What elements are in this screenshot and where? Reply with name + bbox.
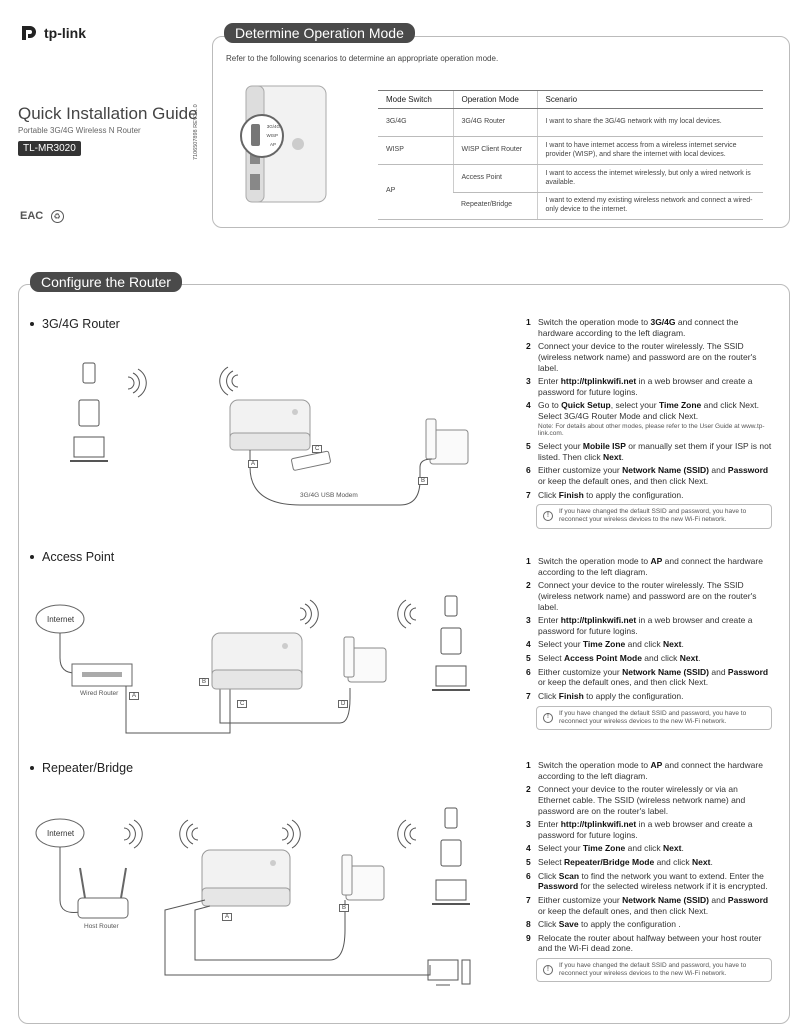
ap-tip: ! If you have changed the default SSID and password, you have to reconnect your wireless devices to the new Wi-Fi network. bbox=[536, 706, 772, 730]
cell-scenario: I want to extend my existing wireless network and connect a wired-only device to the internet. bbox=[537, 193, 763, 220]
power-adapter-icon bbox=[342, 855, 384, 900]
determine-title: Determine Operation Mode bbox=[224, 23, 415, 43]
wired-router-label: Wired Router bbox=[80, 690, 119, 697]
bullet-icon bbox=[30, 322, 34, 326]
list-item: 4 Go to Quick Setup, select your Time Zone and click Next. Select 3G/4G Router Mode and click Next. Note: For details about other modes, please refer to the User Guide at www.tp-link.com. bbox=[526, 400, 772, 438]
cell-switch: WISP bbox=[378, 137, 453, 165]
rep-steps bbox=[526, 760, 772, 982]
cell-switch: AP bbox=[378, 165, 453, 220]
port-label-b: B bbox=[339, 904, 349, 912]
guide-title: Quick Installation Guide bbox=[18, 104, 198, 123]
phone-icon bbox=[445, 808, 457, 828]
list-item: 5 Select Access Point Mode and click Next. bbox=[526, 653, 701, 663]
desktop-computer-icon bbox=[428, 960, 470, 985]
internet-label: Internet bbox=[47, 615, 75, 624]
eac-mark: EAC bbox=[20, 210, 44, 222]
list-item: 3 Enter http://tplinkwifi.net in a web browser and create a password for future logins. bbox=[526, 376, 753, 397]
switch-label-ap: AP bbox=[269, 142, 276, 147]
router-icon bbox=[202, 850, 290, 906]
tablet-icon bbox=[441, 840, 461, 866]
cell-scenario: I want to have internet access from a wireless internet service provider (WISP), and share the internet with local devices. bbox=[537, 137, 763, 165]
document-code: 7106507898 REV3.1.0 bbox=[193, 104, 199, 160]
internet-label: Internet bbox=[47, 829, 75, 838]
host-router-label: Host Router bbox=[84, 923, 119, 930]
list-item: 8 Click Save to apply the configuration . bbox=[526, 919, 681, 930]
power-adapter-icon bbox=[344, 637, 386, 682]
bullet-icon bbox=[30, 766, 34, 770]
list-item: 6 Click Scan to find the network you want to extend. Enter the Password for the selected wireless network if it is encrypted. bbox=[526, 870, 768, 892]
list-item: 1 Switch the operation mode to AP and connect the hardware according to the left diagram. bbox=[526, 760, 763, 781]
ap-heading bbox=[30, 550, 114, 564]
determine-intro: Refer to the following scenarios to determine an appropriate operation mode. bbox=[226, 54, 499, 63]
list-item: 6 Either customize your Network Name (SSID) and Password or keep the default ones, and then click Next. bbox=[526, 465, 769, 487]
port-label-a: A bbox=[222, 913, 232, 921]
wifi-icon bbox=[300, 600, 318, 628]
router34-tip: ! If you have changed the default SSID and password, you have to reconnect your wireless devices to the new Wi-Fi network. bbox=[536, 504, 772, 528]
tp-link-logo-icon bbox=[18, 24, 40, 42]
ap-steps bbox=[526, 556, 772, 730]
list-item: 3 Enter http://tplinkwifi.net in a web browser and create a password for future logins. bbox=[526, 819, 753, 840]
info-icon: ! bbox=[543, 965, 553, 975]
port-label-c: C bbox=[237, 700, 247, 708]
router34-heading-text: 3G/4G Router bbox=[42, 317, 120, 331]
list-item: 6 Either customize your Network Name (SSID) and Password or keep the default ones, and then click Next. bbox=[526, 666, 769, 688]
list-item: 5 Select Repeater/Bridge Mode and click Next. bbox=[526, 857, 713, 867]
router34-heading bbox=[30, 317, 120, 331]
router-icon bbox=[212, 633, 302, 689]
brand-logo bbox=[18, 24, 86, 42]
certification-marks bbox=[20, 208, 64, 223]
wifi-icon bbox=[398, 820, 416, 848]
list-item: 2 Connect your device to the router wirelessly. The SSID (wireless network name) and password are on the router's label. bbox=[526, 341, 757, 373]
router34-steps bbox=[526, 317, 772, 529]
recycle-icon: ♻ bbox=[51, 210, 64, 223]
wifi-icon bbox=[124, 820, 142, 848]
bullet-icon bbox=[30, 555, 34, 559]
cell-switch: 3G/4G bbox=[378, 109, 453, 137]
list-item: 7 Click Finish to apply the configuration. bbox=[526, 690, 684, 701]
model-badge: TL-MR3020 bbox=[18, 141, 81, 156]
wifi-icon bbox=[282, 820, 300, 848]
router-icon bbox=[230, 400, 310, 450]
table-row bbox=[378, 109, 763, 137]
wifi-icon bbox=[180, 820, 198, 848]
col-mode-switch: Mode Switch bbox=[378, 91, 453, 109]
ap-heading-text: Access Point bbox=[42, 550, 115, 564]
rep-heading-text: Repeater/Bridge bbox=[42, 761, 134, 775]
port-label-b: B bbox=[418, 477, 428, 485]
wired-router-icon bbox=[72, 664, 132, 686]
operation-mode-table bbox=[378, 90, 763, 220]
cell-mode: 3G/4G Router bbox=[453, 109, 537, 137]
power-adapter-icon bbox=[426, 419, 468, 464]
table-row bbox=[378, 137, 763, 165]
router34-diagram bbox=[60, 355, 480, 515]
list-item: 1 Switch the operation mode to AP and connect the hardware according to the left diagram. bbox=[526, 556, 763, 577]
port-label-b: B bbox=[199, 678, 209, 686]
rep-diagram bbox=[30, 800, 480, 995]
brand-name: tp-link bbox=[44, 25, 86, 41]
cell-mode: WISP Client Router bbox=[453, 137, 537, 165]
cell-mode: Repeater/Bridge bbox=[453, 193, 537, 220]
list-item: 7 Click Finish to apply the configuration. bbox=[526, 489, 684, 500]
cell-mode: Access Point bbox=[453, 165, 537, 193]
list-item: 1 Switch the operation mode to 3G/4G and connect the hardware according to the left diagram. bbox=[526, 317, 739, 338]
cell-scenario: I want to access the internet wirelessly, but only a wired network is available. bbox=[537, 165, 763, 193]
host-router-icon bbox=[78, 868, 128, 918]
list-item: 3 Enter http://tplinkwifi.net in a web browser and create a password for future logins. bbox=[526, 615, 753, 636]
configure-title: Configure the Router bbox=[30, 272, 182, 292]
ap-diagram bbox=[30, 588, 480, 738]
laptop-icon bbox=[70, 437, 108, 461]
guide-subtitle: Portable 3G/4G Wireless N Router bbox=[18, 126, 141, 135]
wifi-icon bbox=[220, 367, 238, 395]
port-label-a: A bbox=[248, 460, 258, 468]
col-scenario: Scenario bbox=[537, 91, 763, 109]
router34-note: Note: For details about other modes, please refer to the User Guide at www.tp-link.com. bbox=[538, 422, 765, 438]
laptop-icon bbox=[432, 880, 470, 904]
phone-icon bbox=[445, 596, 457, 616]
list-item: 2 Connect your device to the router wirelessly or via an Ethernet cable. The SSID (wireless network name) and password are on the router's label. bbox=[526, 784, 746, 816]
usb-modem-icon bbox=[291, 451, 331, 471]
wifi-icon bbox=[398, 600, 416, 628]
switch-label-wisp: WISP bbox=[266, 133, 278, 138]
rep-tip: ! If you have changed the default SSID and password, you have to reconnect your wireless devices to the new Wi-Fi network. bbox=[536, 958, 772, 982]
mode-switch-callout bbox=[240, 114, 284, 158]
port-label-c: C bbox=[312, 445, 322, 453]
list-item: 4 Select your Time Zone and click Next. bbox=[526, 639, 684, 650]
info-icon: ! bbox=[543, 511, 553, 521]
tablet-icon bbox=[441, 628, 461, 654]
info-icon: ! bbox=[543, 713, 553, 723]
cell-scenario: I want to share the 3G/4G network with my local devices. bbox=[537, 109, 763, 137]
wifi-icon bbox=[128, 369, 146, 397]
phone-icon bbox=[83, 363, 95, 383]
list-item: 7 Either customize your Network Name (SSID) and Password or keep the default ones, and then click Next. bbox=[526, 894, 769, 916]
list-item: 4 Select your Time Zone and click Next. bbox=[526, 843, 684, 854]
switch-label-3g4g: 3G/4G bbox=[266, 124, 280, 129]
port-label-d: D bbox=[338, 700, 348, 708]
tablet-icon bbox=[79, 400, 99, 426]
list-item: 2 Connect your device to the router wirelessly. The SSID (wireless network name) and password are on the router's label. bbox=[526, 580, 757, 612]
list-item: 5 Select your Mobile ISP or manually set them if your ISP is not listed. Then click Next. bbox=[526, 441, 772, 462]
switch-knob bbox=[251, 124, 260, 146]
list-item: 9 Relocate the router about halfway between your host router and the Wi-Fi dead zone. bbox=[526, 932, 762, 954]
port-label-a: A bbox=[129, 692, 139, 700]
usb-modem-label: 3G/4G USB Modem bbox=[300, 492, 358, 499]
table-row bbox=[378, 165, 763, 193]
rep-heading bbox=[30, 761, 133, 775]
col-operation-mode: Operation Mode bbox=[453, 91, 537, 109]
laptop-icon bbox=[432, 666, 470, 690]
